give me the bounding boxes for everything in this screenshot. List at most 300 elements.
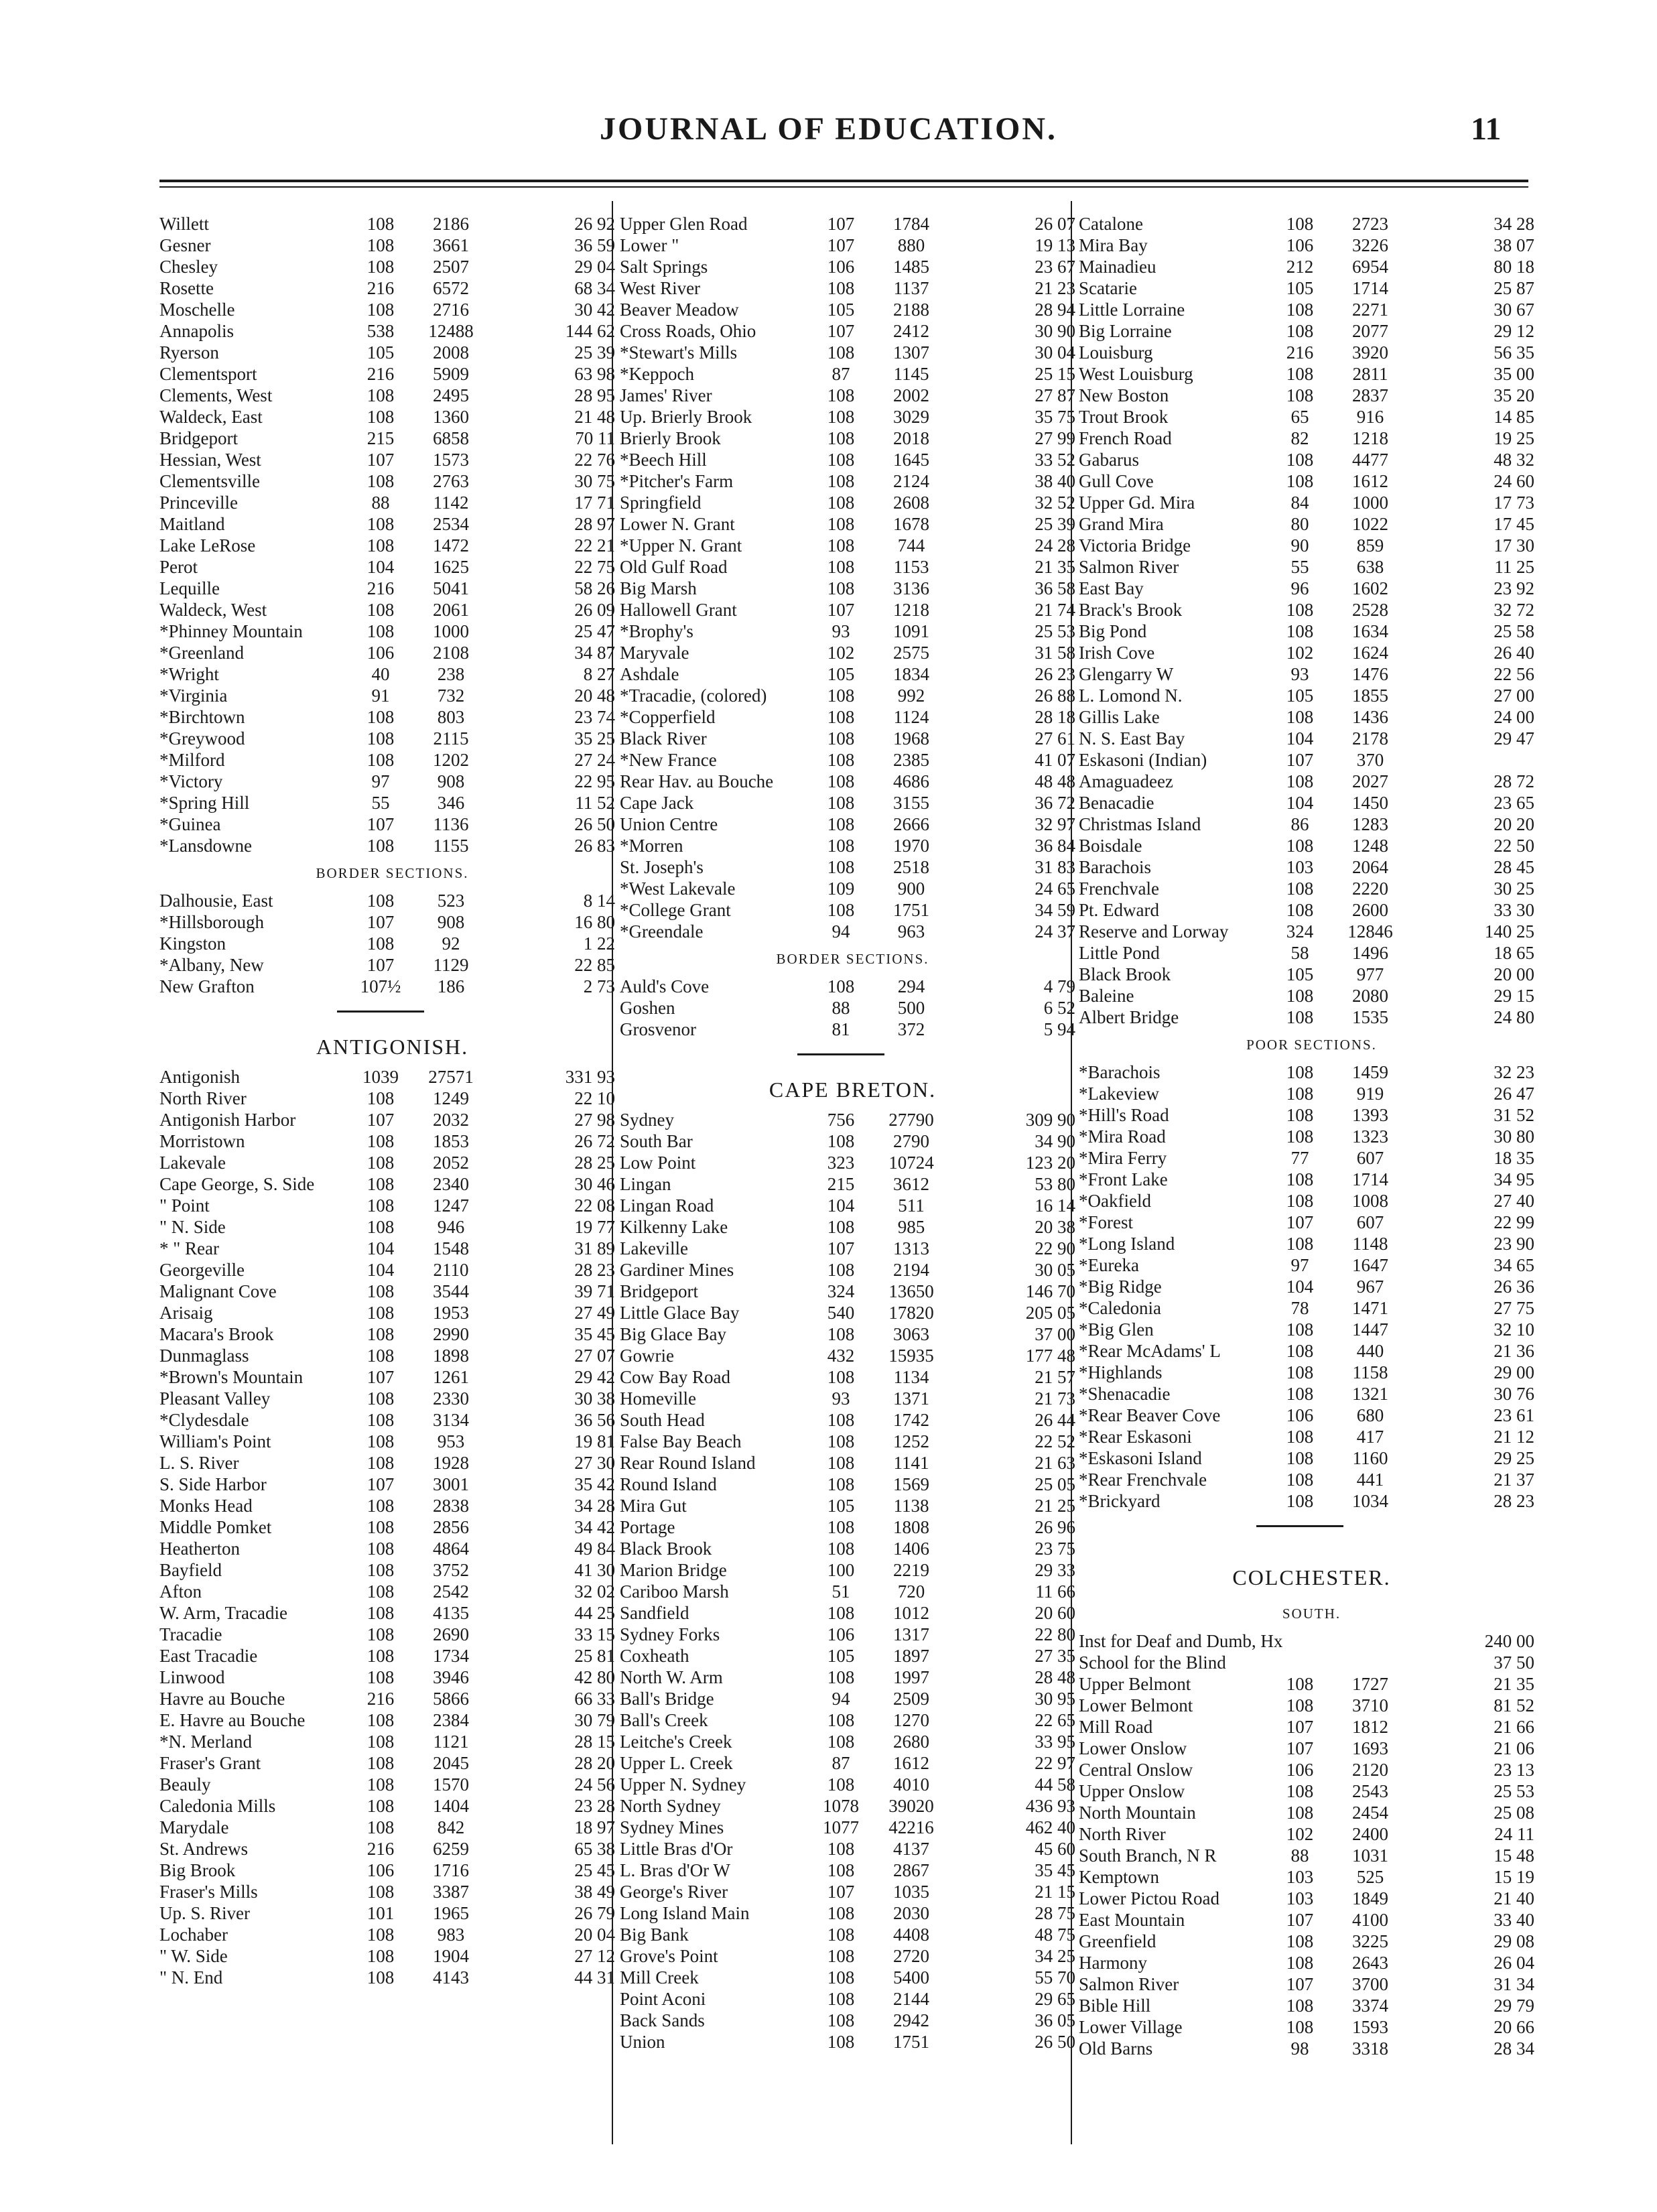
grant-amount: 20 04 — [574, 1925, 615, 1945]
days-value: 108 — [1286, 321, 1314, 341]
grant-amount: 22 08 — [574, 1195, 615, 1216]
grant-amount: 36 58 — [1035, 578, 1075, 598]
school-name: *Victory — [159, 771, 223, 791]
grant-amount: 15 19 — [1494, 1867, 1534, 1887]
table-row — [159, 406, 625, 428]
grant-amount: 27 87 — [1035, 385, 1075, 405]
school-name: Lower Belmont — [1079, 1695, 1193, 1715]
attendance-value: 3920 — [1352, 342, 1388, 363]
attendance-value: 1261 — [433, 1367, 469, 1387]
attendance-value: 3134 — [433, 1410, 469, 1430]
days-value: 107 — [367, 814, 395, 834]
school-name: Round Island — [620, 1474, 717, 1494]
grant-amount: 27 07 — [574, 1346, 615, 1366]
table-row — [1079, 256, 1544, 277]
attendance-value: 638 — [1356, 557, 1384, 577]
school-name: Clementsport — [159, 364, 257, 384]
school-name: Fraser's Grant — [159, 1753, 261, 1773]
table-row — [1079, 1212, 1544, 1233]
attendance-value: 1569 — [893, 1474, 929, 1494]
school-name: Georgeville — [159, 1260, 245, 1280]
days-value: 108 — [1286, 1362, 1314, 1382]
days-value: 84 — [1290, 493, 1309, 513]
days-value: 432 — [827, 1346, 855, 1366]
days-value: 108 — [367, 535, 395, 556]
table-row — [1079, 1652, 1544, 1673]
table-row — [159, 1366, 625, 1388]
school-name: Homeville — [620, 1388, 696, 1409]
grant-amount: 32 02 — [574, 1581, 615, 1602]
table-row — [159, 1581, 625, 1602]
table-row — [159, 235, 625, 256]
grant-amount: 26 40 — [1494, 643, 1534, 663]
attendance-value: 1734 — [433, 1646, 469, 1666]
grant-amount: 21 40 — [1494, 1888, 1534, 1908]
attendance-value: 2790 — [893, 1131, 929, 1151]
county-heading: ANTIGONISH. — [316, 1035, 469, 1059]
days-value: 108 — [1286, 771, 1314, 791]
table-row — [159, 449, 625, 470]
table-row — [1079, 1995, 1544, 2016]
grant-amount: 48 48 — [1035, 771, 1075, 791]
grant-amount: 17 30 — [1494, 535, 1534, 556]
school-name: Malignant Cove — [159, 1281, 277, 1301]
table-row — [159, 385, 625, 406]
days-value: 108 — [1286, 1781, 1314, 1801]
days-value: 107 — [367, 450, 395, 470]
days-value: 108 — [367, 1774, 395, 1795]
days-value: 109 — [827, 879, 855, 899]
attendance-value: 3155 — [893, 793, 929, 813]
days-value: 540 — [827, 1303, 855, 1323]
grant-amount: 21 15 — [1035, 1882, 1075, 1902]
table-row — [1079, 1630, 1544, 1652]
table-row — [159, 578, 625, 599]
attendance-value: 15935 — [888, 1346, 934, 1366]
days-value: 108 — [367, 1496, 395, 1516]
days-value: 108 — [367, 1624, 395, 1644]
days-value: 88 — [832, 998, 850, 1018]
table-row — [159, 1881, 625, 1902]
grant-amount: 19 25 — [1494, 428, 1534, 448]
school-name: *Caledonia — [1079, 1298, 1161, 1318]
attendance-value: 1953 — [433, 1303, 469, 1323]
days-value: 106 — [367, 643, 395, 663]
days-value: 108 — [827, 900, 855, 920]
attendance-value: 1678 — [893, 514, 929, 534]
days-value: 108 — [1286, 879, 1314, 899]
grant-amount: 32 52 — [1035, 493, 1075, 513]
days-value: 107 — [1286, 1717, 1314, 1737]
section-heading: SOUTH. — [1282, 1606, 1341, 1622]
grant-amount: 18 65 — [1494, 943, 1534, 963]
attendance-value: 2643 — [1352, 1953, 1388, 1973]
attendance-value: 3029 — [893, 407, 929, 427]
school-name: Big Marsh — [620, 578, 697, 598]
table-row — [159, 933, 625, 954]
attendance-value: 2330 — [433, 1388, 469, 1409]
table-row — [159, 954, 625, 976]
grant-amount: 34 25 — [1035, 1946, 1075, 1966]
school-name: *Oakfield — [1079, 1191, 1151, 1211]
attendance-value: 1968 — [893, 728, 929, 749]
days-value: 108 — [827, 1667, 855, 1687]
school-name: Arisaig — [159, 1303, 213, 1323]
days-value: 108 — [827, 686, 855, 706]
table-row — [1079, 1319, 1544, 1340]
table-row — [159, 1602, 625, 1624]
school-name: Cariboo Marsh — [620, 1581, 729, 1602]
grant-amount: 23 28 — [574, 1796, 615, 1816]
grant-amount: 21 66 — [1494, 1717, 1534, 1737]
grant-amount: 123 20 — [1025, 1153, 1075, 1173]
attendance-value: 1313 — [893, 1238, 929, 1258]
grant-amount: 44 25 — [574, 1603, 615, 1623]
attendance-value: 2509 — [893, 1689, 929, 1709]
days-value: 108 — [367, 1710, 395, 1730]
school-name: Dalhousie, East — [159, 891, 273, 911]
school-name: *N. Merland — [159, 1732, 252, 1752]
attendance-value: 720 — [897, 1581, 925, 1602]
attendance-value: 1742 — [893, 1410, 929, 1430]
days-value: 108 — [367, 1217, 395, 1237]
table-row — [1079, 663, 1544, 685]
school-name: Beauly — [159, 1774, 211, 1795]
table-row — [1079, 385, 1544, 406]
table-row — [1079, 642, 1544, 663]
table-row — [620, 899, 1085, 921]
school-name: *Brown's Mountain — [159, 1367, 304, 1387]
table-row — [1079, 1233, 1544, 1254]
attendance-value: 2716 — [433, 300, 469, 320]
attendance-value: 2178 — [1352, 728, 1388, 749]
table-row — [1079, 1931, 1544, 1952]
school-name: Grand Mira — [1079, 514, 1164, 534]
attendance-value: 2052 — [433, 1153, 469, 1173]
attendance-value: 1535 — [1352, 1007, 1388, 1027]
days-value: 108 — [827, 836, 855, 856]
days-value: 82 — [1290, 428, 1309, 448]
school-name: Kemptown — [1079, 1867, 1159, 1887]
days-value: 108 — [827, 1989, 855, 2009]
attendance-value: 2507 — [433, 257, 469, 277]
table-row — [1079, 535, 1544, 556]
attendance-value: 3752 — [433, 1560, 469, 1580]
school-name: New Grafton — [159, 976, 255, 996]
table-row — [620, 685, 1085, 706]
table-row — [159, 342, 625, 363]
school-name: Old Gulf Road — [620, 557, 728, 577]
table-row — [620, 235, 1085, 256]
grant-amount: 26 04 — [1494, 1953, 1534, 1973]
days-value: 108 — [367, 1303, 395, 1323]
days-value: 108 — [827, 342, 855, 363]
attendance-value: 2186 — [433, 214, 469, 234]
table-row — [1079, 835, 1544, 856]
attendance-value: 2608 — [893, 493, 929, 513]
days-value: 108 — [367, 1174, 395, 1194]
attendance-value: 1602 — [1352, 578, 1388, 598]
attendance-value: 3661 — [433, 235, 469, 255]
days-value: 212 — [1286, 257, 1314, 277]
days-value: 108 — [1286, 1384, 1314, 1404]
table-row — [1079, 513, 1544, 535]
attendance-value: 2018 — [893, 428, 929, 448]
school-name: Brack's Brook — [1079, 600, 1183, 620]
days-value: 108 — [1286, 1448, 1314, 1468]
grant-amount: 38 49 — [574, 1882, 615, 1902]
grant-amount: 32 97 — [1035, 814, 1075, 834]
days-value: 106 — [1286, 235, 1314, 255]
school-name: St. Andrews — [159, 1839, 249, 1859]
school-name: South Head — [620, 1410, 705, 1430]
days-value: 108 — [1286, 471, 1314, 491]
attendance-value: 1970 — [893, 836, 929, 856]
school-name: Brierly Brook — [620, 428, 721, 448]
grant-amount: 28 23 — [574, 1260, 615, 1280]
school-name: Little Lorraine — [1079, 300, 1185, 320]
grant-amount: 23 92 — [1494, 578, 1534, 598]
table-row — [1079, 899, 1544, 921]
grant-amount: 25 39 — [1035, 514, 1075, 534]
table-row — [1079, 1909, 1544, 1931]
grant-amount: 28 23 — [1494, 1491, 1534, 1511]
attendance-value: 2188 — [893, 300, 929, 320]
days-value: 107 — [1286, 1974, 1314, 1994]
days-value: 108 — [827, 1732, 855, 1752]
attendance-value: 1138 — [893, 1496, 929, 1516]
school-name: *Guinea — [159, 814, 221, 834]
grant-amount: 146 70 — [1025, 1281, 1075, 1301]
table-row — [620, 1173, 1085, 1195]
attendance-value: 4686 — [893, 771, 929, 791]
attendance-value: 3063 — [893, 1324, 929, 1344]
school-name: Mill Road — [1079, 1717, 1153, 1737]
school-name: Harmony — [1079, 1953, 1147, 1973]
table-row — [620, 1474, 1085, 1495]
attendance-value: 744 — [897, 535, 925, 556]
attendance-value: 1091 — [893, 621, 929, 641]
grant-amount: 31 58 — [1035, 643, 1075, 663]
attendance-value: 1321 — [1352, 1384, 1388, 1404]
attendance-value: 2032 — [433, 1110, 469, 1130]
school-name: W. Arm, Tracadie — [159, 1603, 287, 1623]
attendance-value: 2680 — [893, 1732, 929, 1752]
grant-amount: 65 38 — [574, 1839, 615, 1859]
days-value: 107 — [827, 1238, 855, 1258]
school-name: Rear Hav. au Bouche — [620, 771, 774, 791]
grant-amount: 26 88 — [1035, 686, 1075, 706]
grant-amount: 35 00 — [1494, 364, 1534, 384]
school-name: Grosvenor — [620, 1019, 696, 1039]
days-value: 107 — [827, 214, 855, 234]
days-value: 108 — [827, 1860, 855, 1880]
grant-amount: 21 06 — [1494, 1738, 1534, 1758]
school-name: Middle Pomket — [159, 1517, 272, 1537]
grant-amount: 26 47 — [1494, 1084, 1534, 1104]
school-name: Mainadieu — [1079, 257, 1156, 277]
days-value: 216 — [367, 1689, 395, 1709]
grant-amount: 28 48 — [1035, 1667, 1075, 1687]
attendance-value: 1158 — [1352, 1362, 1388, 1382]
attendance-value: 523 — [437, 891, 465, 911]
table-row — [1079, 1695, 1544, 1716]
days-value: 108 — [1286, 1953, 1314, 1973]
table-row — [1079, 1254, 1544, 1276]
school-name: *Big Ridge — [1079, 1277, 1162, 1297]
days-value: 108 — [367, 600, 395, 620]
days-value: 108 — [1286, 2017, 1314, 2037]
table-row — [620, 449, 1085, 470]
grant-amount: 44 31 — [574, 1967, 615, 1988]
days-value: 94 — [832, 921, 850, 941]
days-value: 108 — [1286, 1803, 1314, 1823]
school-name: North Mountain — [1079, 1803, 1196, 1823]
column-1 — [159, 213, 625, 1988]
school-name: Marydale — [159, 1817, 229, 1837]
days-value: 108 — [827, 1217, 855, 1237]
school-name: Leitche's Creek — [620, 1732, 732, 1752]
school-name: Monks Head — [159, 1496, 253, 1516]
school-name: *Lakeview — [1079, 1084, 1159, 1104]
table-row — [1079, 2038, 1544, 2059]
attendance-value: 1218 — [893, 600, 929, 620]
table-row — [159, 685, 625, 706]
school-name: Lingan — [620, 1174, 671, 1194]
grant-amount: 33 30 — [1494, 900, 1534, 920]
separator-rule — [1079, 1512, 1544, 1542]
days-value: 108 — [1286, 1427, 1314, 1447]
days-value: 108 — [367, 1817, 395, 1837]
school-name: *Phinney Mountain — [159, 621, 303, 641]
table-row — [1079, 771, 1544, 792]
table-row — [620, 1130, 1085, 1152]
table-row — [159, 1795, 625, 1817]
days-value: 105 — [827, 664, 855, 684]
days-value: 108 — [1286, 1674, 1314, 1694]
school-name: Salmon River — [1079, 557, 1179, 577]
school-name: Little Glace Bay — [620, 1303, 740, 1323]
days-value: 103 — [1286, 857, 1314, 877]
attendance-value: 1716 — [433, 1860, 469, 1880]
attendance-value: 1317 — [893, 1624, 929, 1644]
grant-amount: 16 80 — [574, 912, 615, 932]
school-name: *Stewart's Mills — [620, 342, 738, 363]
table-row — [159, 513, 625, 535]
days-value: 87 — [832, 364, 850, 384]
table-row — [1079, 1340, 1544, 1362]
table-row — [159, 1817, 625, 1838]
school-name: *Brickyard — [1079, 1491, 1161, 1511]
attendance-value: 2600 — [1352, 900, 1388, 920]
section-heading: BORDER SECTIONS. — [776, 951, 929, 967]
days-value: 104 — [1286, 728, 1314, 749]
days-value: 108 — [1286, 1062, 1314, 1082]
school-name: North River — [159, 1088, 247, 1108]
table-row — [620, 363, 1085, 385]
grant-amount: 11 52 — [575, 793, 615, 813]
grant-amount: 30 95 — [1035, 1689, 1075, 1709]
days-value: 108 — [827, 428, 855, 448]
school-name: Black Brook — [620, 1539, 712, 1559]
attendance-value: 1124 — [893, 707, 929, 727]
grant-amount: 30 67 — [1494, 300, 1534, 320]
attendance-value: 2543 — [1352, 1781, 1388, 1801]
table-row — [1079, 1006, 1544, 1028]
attendance-value: 1447 — [1352, 1319, 1388, 1340]
days-value: 216 — [367, 1839, 395, 1859]
attendance-value: 1160 — [1352, 1448, 1388, 1468]
school-name: Clementsville — [159, 471, 260, 491]
grant-amount: 22 85 — [574, 955, 615, 975]
attendance-value: 1022 — [1352, 514, 1388, 534]
attendance-value: 10724 — [888, 1153, 934, 1173]
table-row — [159, 663, 625, 685]
school-name: *Greywood — [159, 728, 245, 749]
days-value: 756 — [827, 1110, 855, 1130]
school-name: *Spring Hill — [159, 793, 250, 813]
grant-amount: 27 75 — [1494, 1298, 1534, 1318]
table-row — [620, 1302, 1085, 1323]
days-value: 108 — [827, 793, 855, 813]
school-name: *Brophy's — [620, 621, 693, 641]
attendance-value: 2723 — [1352, 214, 1388, 234]
grant-amount: 144 62 — [565, 321, 615, 341]
school-name: Havre au Bouche — [159, 1689, 285, 1709]
table-row — [1079, 985, 1544, 1006]
days-value: 77 — [1290, 1148, 1309, 1168]
grant-amount: 28 15 — [574, 1732, 615, 1752]
attendance-value: 985 — [897, 1217, 925, 1237]
grant-amount: 38 40 — [1035, 471, 1075, 491]
grant-amount: 26 79 — [574, 1903, 615, 1923]
school-name: L. Lomond N. — [1079, 686, 1183, 706]
table-row — [620, 1452, 1085, 1474]
days-value: 108 — [1286, 836, 1314, 856]
days-value: 103 — [1286, 1867, 1314, 1887]
attendance-value: 2115 — [433, 728, 469, 749]
school-name: East Tracadie — [159, 1646, 258, 1666]
school-name: *College Grant — [620, 900, 731, 920]
grant-amount: 20 60 — [1035, 1603, 1075, 1623]
table-row — [159, 835, 625, 856]
days-value: 104 — [367, 1238, 395, 1258]
grant-amount: 240 00 — [1484, 1631, 1534, 1651]
table-row — [159, 771, 625, 792]
table-row — [620, 599, 1085, 621]
grant-amount: 30 75 — [574, 471, 615, 491]
attendance-value: 1612 — [893, 1753, 929, 1773]
grant-amount: 33 52 — [1035, 450, 1075, 470]
attendance-value: 2575 — [893, 643, 929, 663]
school-name: L. S. River — [159, 1453, 239, 1473]
grant-amount: 33 95 — [1035, 1732, 1075, 1752]
attendance-value: 42216 — [888, 1817, 934, 1837]
grant-amount: 19 81 — [574, 1431, 615, 1451]
school-name: Springfield — [620, 493, 702, 513]
school-name: *Greendale — [620, 921, 704, 941]
table-row — [1079, 1866, 1544, 1888]
table-row — [1079, 492, 1544, 513]
attendance-value: 1476 — [1352, 664, 1388, 684]
grant-amount: 23 61 — [1494, 1405, 1534, 1425]
table-row — [620, 728, 1085, 749]
school-name: *Virginia — [159, 686, 228, 706]
days-value: 108 — [827, 1839, 855, 1859]
table-row — [1079, 1759, 1544, 1780]
days-value: 107 — [827, 1882, 855, 1902]
grant-amount: 26 83 — [574, 836, 615, 856]
